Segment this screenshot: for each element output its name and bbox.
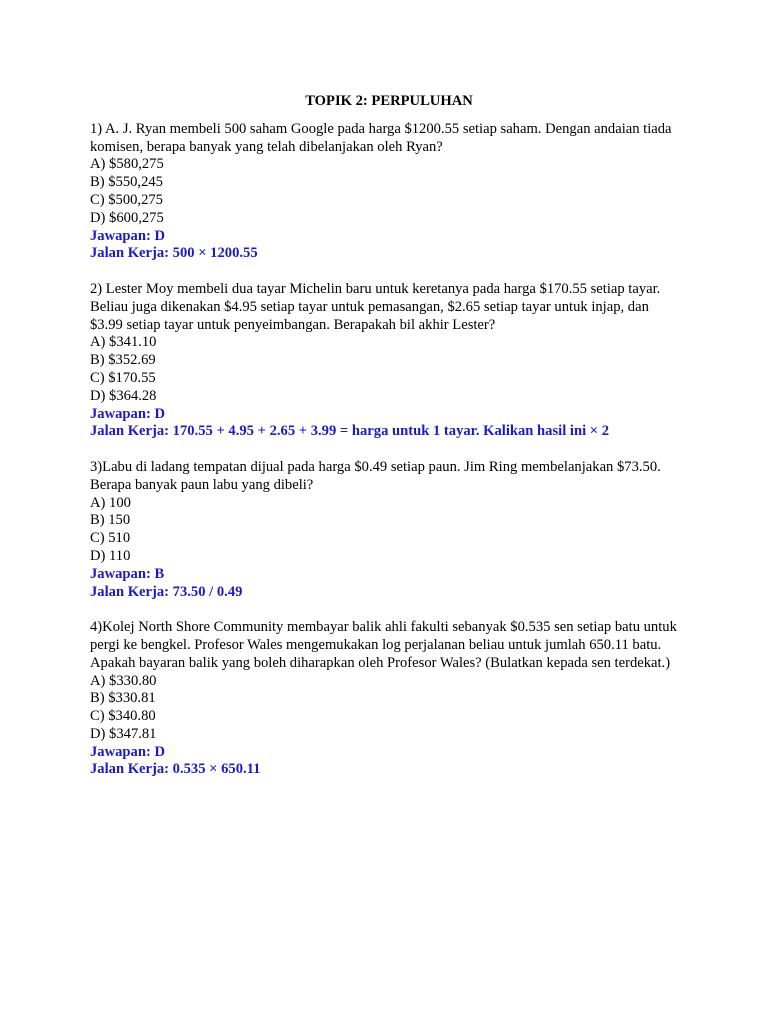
answer-line: Jawapan: D: [90, 227, 166, 244]
option-b: B) $550,245: [90, 174, 163, 191]
option-b: B) 150: [90, 512, 131, 529]
question-4: [90, 619, 680, 779]
option-a: A) $330.80: [90, 672, 157, 689]
option-c: C) 510: [90, 530, 131, 547]
option-b: B) $330.81: [90, 690, 156, 707]
question-2: [90, 281, 680, 441]
answer-line: Jawapan: D: [90, 405, 166, 422]
option-c: C) $340.80: [90, 708, 156, 725]
working-line: Jalan Kerja: 500 × 1200.55: [90, 245, 258, 262]
option-b: B) $352.69: [90, 352, 156, 369]
option-d: D) $364.28: [90, 387, 157, 404]
question-1: [90, 121, 680, 263]
option-c: C) $170.55: [90, 369, 156, 386]
working-line: Jalan Kerja: 73.50 / 0.49: [90, 583, 243, 600]
answer-line: Jawapan: D: [90, 743, 166, 760]
question-text: 2) Lester Moy membeli dua tayar Michelin baru untuk keretanya pada harga $170.55 setiap tayar. Beliau juga dikenakan $4.95 setiap tayar untuk pemasangan, $2.65 setiap tayar untuk injap, dan $3.99 setiap tayar untuk penyeimbangan. Berapakah bil akhir Lester?: [90, 280, 661, 333]
option-c: C) $500,275: [90, 191, 163, 208]
option-a: A) $580,275: [90, 156, 164, 173]
working-line: Jalan Kerja: 170.55 + 4.95 + 2.65 + 3.99 = harga untuk 1 tayar. Kalikan hasil ini × 2: [90, 423, 610, 440]
answer-line: Jawapan: B: [90, 565, 165, 582]
option-d: D) $347.81: [90, 725, 157, 742]
option-d: D) 110: [90, 547, 131, 564]
working-line: Jalan Kerja: 0.535 × 650.11: [90, 761, 261, 778]
option-a: A) $341.10: [90, 334, 157, 351]
question-3: [90, 459, 680, 601]
document-page: [90, 93, 680, 797]
document-title: TOPIK 2: PERPULUHAN: [305, 93, 473, 109]
question-text: 3)Labu di ladang tempatan dijual pada harga $0.49 setiap paun. Jim Ring membelanjakan $73.50. Berapa banyak paun labu yang dibeli?: [90, 458, 661, 493]
option-a: A) 100: [90, 494, 131, 511]
question-text: 1) A. J. Ryan membeli 500 saham Google pada harga $1200.55 setiap saham. Dengan andaian tiada komisen, berapa banyak yang telah dibelanjakan oleh Ryan?: [90, 120, 672, 155]
question-text: 4)Kolej North Shore Community membayar balik ahli fakulti sebanyak $0.535 sen setiap batu untuk pergi ke bengkel. Profesor Wales mengemukakan log perjalanan beliau untuk jumlah 650.11 batu. Apakah bayaran balik yang boleh diharapkan oleh Profesor Wales? (Bulatkan kepada sen terdekat.): [90, 619, 677, 671]
option-d: D) $600,275: [90, 209, 164, 226]
